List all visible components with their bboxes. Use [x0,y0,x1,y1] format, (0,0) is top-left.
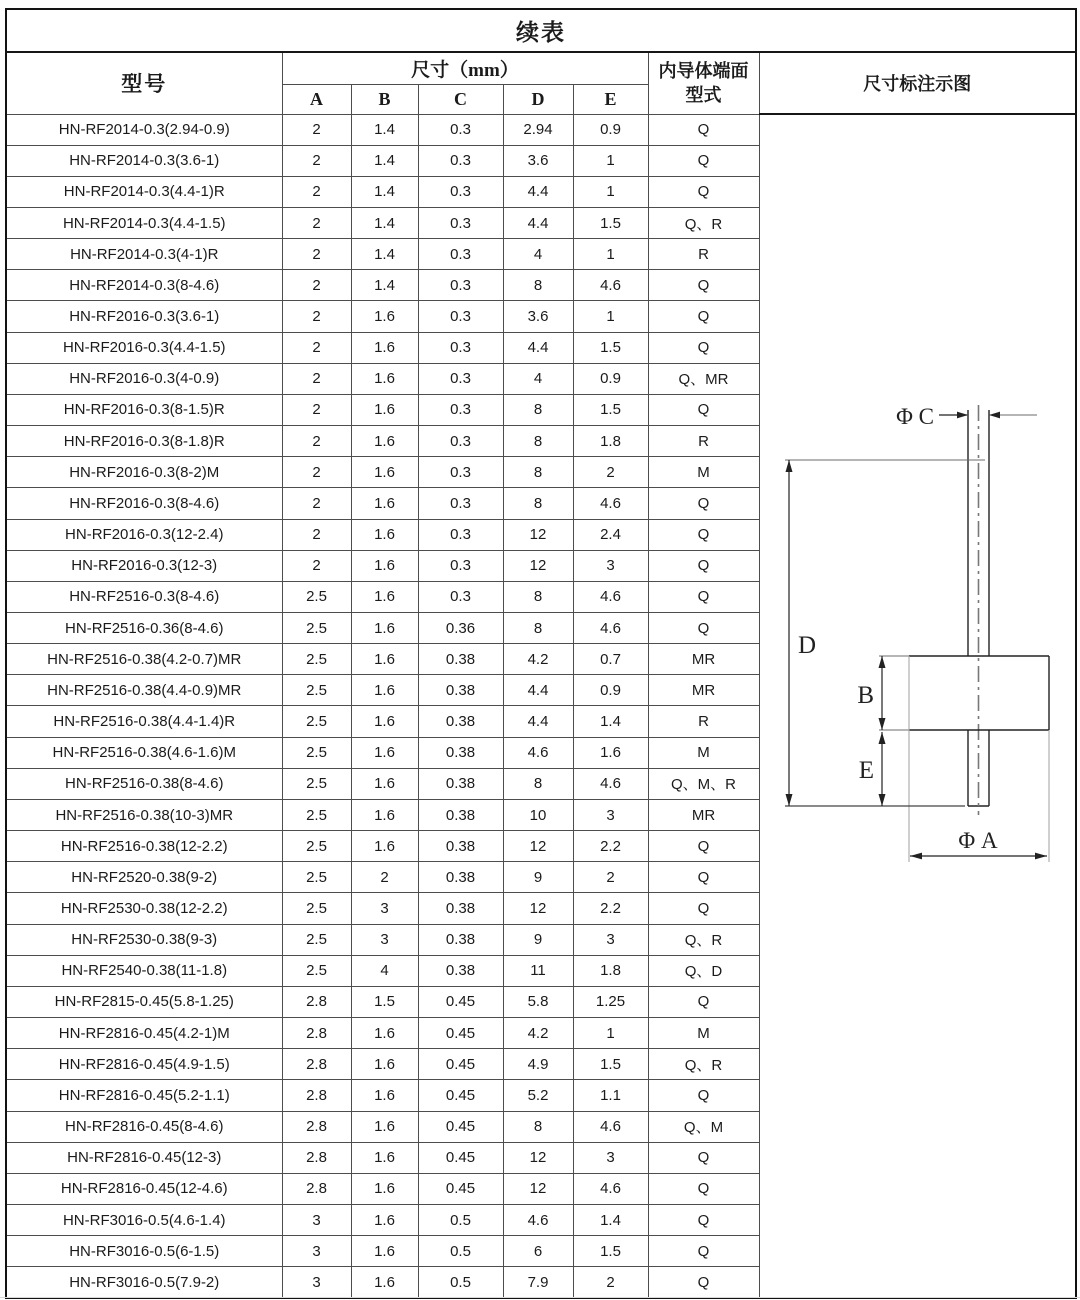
value-cell: 4.6 [573,1111,648,1142]
model-cell: HN-RF2014-0.3(4.4-1)R [6,176,282,207]
model-cell: HN-RF3016-0.5(4.6-1.4) [6,1204,282,1235]
type-cell: Q、R [648,207,759,238]
value-cell: 3.6 [503,301,573,332]
value-cell: 3 [351,893,418,924]
value-cell: 1 [573,239,648,270]
value-cell: 1.6 [351,1267,418,1298]
dimension-d [785,460,985,806]
col-header-c: C [418,84,503,114]
value-cell: 1.6 [351,644,418,675]
model-cell: HN-RF2530-0.38(9-3) [6,924,282,955]
value-cell: 1.6 [351,426,418,457]
type-cell: Q、R [648,924,759,955]
value-cell: 1.6 [351,332,418,363]
dimension-a-label: Φ A [958,828,998,853]
value-cell: 8 [503,457,573,488]
type-cell: MR [648,675,759,706]
value-cell: 1.5 [573,1236,648,1267]
model-cell: HN-RF2516-0.36(8-4.6) [6,613,282,644]
value-cell: 0.9 [573,363,648,394]
model-cell: HN-RF2816-0.45(4.9-1.5) [6,1049,282,1080]
value-cell: 1.6 [351,706,418,737]
value-cell: 2 [282,519,351,550]
model-cell: HN-RF2014-0.3(2.94-0.9) [6,114,282,145]
value-cell: 0.9 [573,114,648,145]
value-cell: 4 [503,239,573,270]
value-cell: 1 [573,176,648,207]
value-cell: 1.4 [351,176,418,207]
value-cell: 8 [503,426,573,457]
model-cell: HN-RF2816-0.45(5.2-1.1) [6,1080,282,1111]
model-cell: HN-RF2520-0.38(9-2) [6,862,282,893]
value-cell: 2.5 [282,955,351,986]
value-cell: 0.3 [418,301,503,332]
value-cell: 4.9 [503,1049,573,1080]
type-cell: Q [648,1142,759,1173]
model-cell: HN-RF2016-0.3(12-3) [6,550,282,581]
value-cell: 0.38 [418,893,503,924]
value-cell: 0.3 [418,176,503,207]
value-cell: 3 [573,799,648,830]
col-header-a: A [282,84,351,114]
value-cell: 1.6 [351,1142,418,1173]
value-cell: 8 [503,1111,573,1142]
value-cell: 2.5 [282,862,351,893]
value-cell: 0.3 [418,239,503,270]
value-cell: 1 [573,1018,648,1049]
value-cell: 1.4 [573,706,648,737]
value-cell: 1.5 [573,394,648,425]
dimension-c [896,404,1037,429]
value-cell: 2 [282,332,351,363]
model-cell: HN-RF2016-0.3(3.6-1) [6,301,282,332]
model-cell: HN-RF2016-0.3(8-2)M [6,457,282,488]
dimension-e [858,732,885,806]
value-cell: 1.5 [573,1049,648,1080]
value-cell: 2.5 [282,644,351,675]
value-cell: 0.3 [418,145,503,176]
model-cell: HN-RF2516-0.38(4.4-1.4)R [6,706,282,737]
value-cell: 2.2 [573,893,648,924]
value-cell: 8 [503,488,573,519]
value-cell: 2 [573,1267,648,1298]
value-cell: 4.4 [503,207,573,238]
type-cell: MR [648,644,759,675]
value-cell: 4.2 [503,644,573,675]
value-cell: 0.7 [573,644,648,675]
continued-table-sheet [5,8,1075,1293]
col-header-size-group: 尺寸（mm） [282,52,648,84]
value-cell: 1.4 [573,1204,648,1235]
value-cell: 0.45 [418,986,503,1017]
value-cell: 0.45 [418,1111,503,1142]
value-cell: 1.1 [573,1080,648,1111]
type-cell: Q [648,488,759,519]
model-cell: HN-RF2816-0.45(12-4.6) [6,1173,282,1204]
value-cell: 2.8 [282,986,351,1017]
type-cell: Q [648,986,759,1017]
value-cell: 0.3 [418,270,503,301]
type-cell: Q [648,1080,759,1111]
value-cell: 1.4 [351,239,418,270]
value-cell: 1.6 [351,550,418,581]
value-cell: 2.8 [282,1049,351,1080]
value-cell: 1.6 [351,799,418,830]
value-cell: 0.3 [418,332,503,363]
dimension-diagram [760,115,1075,1293]
value-cell: 12 [503,550,573,581]
value-cell: 8 [503,394,573,425]
value-cell: 1.5 [573,207,648,238]
type-cell: Q [648,613,759,644]
col-header-type [648,52,759,114]
type-cell: Q [648,581,759,612]
value-cell: 1.4 [351,207,418,238]
model-cell: HN-RF2014-0.3(4.4-1.5) [6,207,282,238]
dimension-d-label: D [797,632,816,659]
value-cell: 1.6 [573,737,648,768]
value-cell: 2.8 [282,1111,351,1142]
value-cell: 2.5 [282,893,351,924]
value-cell: 0.38 [418,924,503,955]
model-cell: HN-RF2014-0.3(8-4.6) [6,270,282,301]
value-cell: 2.5 [282,675,351,706]
model-cell: HN-RF3016-0.5(7.9-2) [6,1267,282,1298]
model-cell: HN-RF2516-0.38(10-3)MR [6,799,282,830]
model-cell: HN-RF2516-0.38(8-4.6) [6,768,282,799]
value-cell: 4.6 [573,270,648,301]
value-cell: 1.25 [573,986,648,1017]
value-cell: 12 [503,893,573,924]
type-cell: Q [648,270,759,301]
value-cell: 0.9 [573,675,648,706]
model-cell: HN-RF2530-0.38(12-2.2) [6,893,282,924]
value-cell: 0.38 [418,644,503,675]
model-cell: HN-RF3016-0.5(6-1.5) [6,1236,282,1267]
col-header-e: E [573,84,648,114]
value-cell: 2.5 [282,737,351,768]
value-cell: 2 [282,176,351,207]
value-cell: 5.8 [503,986,573,1017]
value-cell: 3 [351,924,418,955]
value-cell: 8 [503,581,573,612]
value-cell: 0.38 [418,737,503,768]
value-cell: 4.4 [503,675,573,706]
value-cell: 2 [282,550,351,581]
col-header-b: B [351,84,418,114]
value-cell: 1 [573,301,648,332]
dimension-b [857,656,885,730]
value-cell: 0.3 [418,519,503,550]
value-cell: 4.6 [573,488,648,519]
value-cell: 2.4 [573,519,648,550]
type-cell: Q [648,862,759,893]
table-title: 续表 [6,9,1076,52]
value-cell: 0.45 [418,1018,503,1049]
value-cell: 2 [282,239,351,270]
value-cell: 2 [573,457,648,488]
value-cell: 0.38 [418,862,503,893]
table-title-row [6,9,1076,52]
type-cell: Q [648,176,759,207]
value-cell: 0.3 [418,114,503,145]
value-cell: 4.6 [573,768,648,799]
value-cell: 4 [351,955,418,986]
type-cell: Q [648,831,759,862]
model-cell: HN-RF2016-0.3(4-0.9) [6,363,282,394]
value-cell: 0.45 [418,1080,503,1111]
table-row [6,114,1076,145]
header-row-1 [6,52,1076,84]
value-cell: 1.6 [351,581,418,612]
value-cell: 2 [282,270,351,301]
value-cell: 4.6 [573,613,648,644]
value-cell: 1.6 [351,1111,418,1142]
value-cell: 2.8 [282,1080,351,1111]
value-cell: 1.6 [351,394,418,425]
type-cell: Q [648,550,759,581]
value-cell: 2 [282,488,351,519]
spec-table [5,8,1077,1299]
value-cell: 2.5 [282,924,351,955]
value-cell: 0.38 [418,831,503,862]
value-cell: 2.8 [282,1018,351,1049]
value-cell: 1.6 [351,1236,418,1267]
value-cell: 0.38 [418,675,503,706]
value-cell: 8 [503,613,573,644]
value-cell: 2 [282,207,351,238]
type-cell: Q [648,332,759,363]
value-cell: 1.4 [351,270,418,301]
value-cell: 4.4 [503,332,573,363]
value-cell: 0.5 [418,1204,503,1235]
model-cell: HN-RF2516-0.38(4.2-0.7)MR [6,644,282,675]
value-cell: 8 [503,270,573,301]
model-cell: HN-RF2016-0.3(12-2.4) [6,519,282,550]
value-cell: 1.4 [351,145,418,176]
type-cell: Q、M、R [648,768,759,799]
type-cell: Q、MR [648,363,759,394]
value-cell: 2 [282,114,351,145]
value-cell: 2.8 [282,1142,351,1173]
value-cell: 1.6 [351,488,418,519]
model-cell: HN-RF2014-0.3(4-1)R [6,239,282,270]
value-cell: 1.6 [351,1049,418,1080]
value-cell: 10 [503,799,573,830]
value-cell: 1.6 [351,613,418,644]
value-cell: 1.6 [351,737,418,768]
value-cell: 4.6 [573,581,648,612]
value-cell: 2 [282,394,351,425]
value-cell: 4.6 [503,737,573,768]
value-cell: 0.3 [418,488,503,519]
value-cell: 0.38 [418,706,503,737]
type-cell: M [648,737,759,768]
value-cell: 0.3 [418,426,503,457]
model-cell: HN-RF2014-0.3(3.6-1) [6,145,282,176]
value-cell: 2.5 [282,613,351,644]
type-cell: Q [648,394,759,425]
value-cell: 4.6 [573,1173,648,1204]
type-cell: M [648,457,759,488]
value-cell: 0.5 [418,1236,503,1267]
value-cell: 2 [573,862,648,893]
type-cell: Q、M [648,1111,759,1142]
value-cell: 0.3 [418,363,503,394]
value-cell: 12 [503,1142,573,1173]
value-cell: 2.5 [282,768,351,799]
type-cell: Q [648,145,759,176]
value-cell: 0.45 [418,1173,503,1204]
value-cell: 3.6 [503,145,573,176]
value-cell: 0.3 [418,394,503,425]
value-cell: 3 [282,1236,351,1267]
type-cell: Q [648,519,759,550]
value-cell: 2 [351,862,418,893]
type-cell: Q [648,1236,759,1267]
type-cell: Q、R [648,1049,759,1080]
value-cell: 2.5 [282,799,351,830]
value-cell: 1.5 [573,332,648,363]
value-cell: 4 [503,363,573,394]
value-cell: 1.6 [351,363,418,394]
col-header-d: D [503,84,573,114]
dimension-b-label: B [857,682,874,709]
value-cell: 0.45 [418,1142,503,1173]
value-cell: 1 [573,145,648,176]
value-cell: 1.6 [351,301,418,332]
value-cell: 2 [282,426,351,457]
dimension-e-label: E [858,757,874,784]
value-cell: 3 [282,1267,351,1298]
model-cell: HN-RF2516-0.38(4.4-0.9)MR [6,675,282,706]
type-cell: R [648,426,759,457]
type-cell: Q [648,301,759,332]
value-cell: 2 [282,457,351,488]
value-cell: 2 [282,301,351,332]
value-cell: 1.8 [573,426,648,457]
value-cell: 12 [503,519,573,550]
value-cell: 9 [503,862,573,893]
type-cell: M [648,1018,759,1049]
value-cell: 2.5 [282,831,351,862]
model-cell: HN-RF2516-0.3(8-4.6) [6,581,282,612]
value-cell: 1.6 [351,675,418,706]
value-cell: 0.38 [418,799,503,830]
type-cell: Q [648,1204,759,1235]
value-cell: 2 [282,145,351,176]
value-cell: 0.38 [418,955,503,986]
col-header-model: 型号 [6,52,282,114]
model-cell: HN-RF2816-0.45(12-3) [6,1142,282,1173]
model-cell: HN-RF2016-0.3(8-1.8)R [6,426,282,457]
model-cell: HN-RF2816-0.45(8-4.6) [6,1111,282,1142]
value-cell: 2.2 [573,831,648,862]
value-cell: 7.9 [503,1267,573,1298]
value-cell: 12 [503,831,573,862]
type-cell: R [648,239,759,270]
value-cell: 1.6 [351,1080,418,1111]
value-cell: 3 [573,924,648,955]
value-cell: 6 [503,1236,573,1267]
dimension-a [910,828,1047,859]
type-cell: Q [648,1173,759,1204]
value-cell: 11 [503,955,573,986]
value-cell: 3 [573,1142,648,1173]
value-cell: 3 [282,1204,351,1235]
value-cell: 0.38 [418,768,503,799]
value-cell: 2.8 [282,1173,351,1204]
value-cell: 12 [503,1173,573,1204]
value-cell: 1.6 [351,1018,418,1049]
value-cell: 1.5 [351,986,418,1017]
value-cell: 1.6 [351,1204,418,1235]
type-cell: Q [648,114,759,145]
type-cell: MR [648,799,759,830]
col-header-diagram: 尺寸标注示图 [759,52,1076,114]
value-cell: 0.5 [418,1267,503,1298]
model-cell: HN-RF2815-0.45(5.8-1.25) [6,986,282,1017]
model-cell: HN-RF2016-0.3(8-1.5)R [6,394,282,425]
value-cell: 1.4 [351,114,418,145]
type-cell: Q、D [648,955,759,986]
value-cell: 4.6 [503,1204,573,1235]
value-cell: 1.6 [351,519,418,550]
type-cell: R [648,706,759,737]
value-cell: 0.3 [418,457,503,488]
value-cell: 2.5 [282,706,351,737]
value-cell: 4.2 [503,1018,573,1049]
dimension-c-label: Φ C [895,404,934,429]
value-cell: 1.6 [351,831,418,862]
value-cell: 0.3 [418,207,503,238]
type-cell: Q [648,893,759,924]
value-cell: 0.3 [418,581,503,612]
value-cell: 1.6 [351,768,418,799]
value-cell: 2 [282,363,351,394]
model-cell: HN-RF2516-0.38(12-2.2) [6,831,282,862]
value-cell: 2.94 [503,114,573,145]
value-cell: 2.5 [282,581,351,612]
model-cell: HN-RF2016-0.3(8-4.6) [6,488,282,519]
value-cell: 0.3 [418,550,503,581]
scan-artifact-line [0,1297,1080,1298]
table-body [6,114,1076,1298]
value-cell: 3 [573,550,648,581]
value-cell: 4.4 [503,706,573,737]
model-cell: HN-RF2516-0.38(4.6-1.6)M [6,737,282,768]
value-cell: 5.2 [503,1080,573,1111]
model-cell: HN-RF2540-0.38(11-1.8) [6,955,282,986]
value-cell: 8 [503,768,573,799]
col-header-type-text: 内导体端面型式 [658,60,749,106]
type-cell: Q [648,1267,759,1298]
model-cell: HN-RF2816-0.45(4.2-1)M [6,1018,282,1049]
value-cell: 1.8 [573,955,648,986]
value-cell: 4.4 [503,176,573,207]
value-cell: 1.6 [351,1173,418,1204]
value-cell: 0.45 [418,1049,503,1080]
value-cell: 1.6 [351,457,418,488]
model-cell: HN-RF2016-0.3(4.4-1.5) [6,332,282,363]
diagram-cell [759,114,1076,1298]
value-cell: 0.36 [418,613,503,644]
value-cell: 9 [503,924,573,955]
